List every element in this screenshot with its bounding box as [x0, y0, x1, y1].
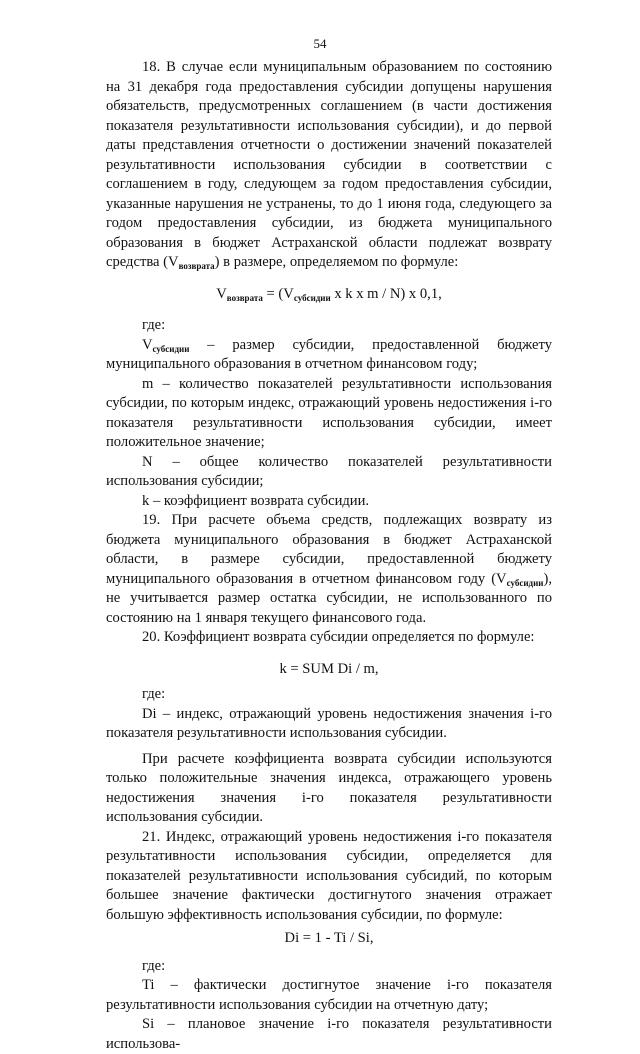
where-label-2: где:	[142, 686, 166, 702]
paragraph-18-subscript: возврата	[178, 261, 215, 271]
definition-ti: Ti – фактически достигнутое значение i-го показателя результативности использования субсидии на отчетную дату;	[106, 977, 552, 1013]
paragraph-19-lead: 19. При расчете объема средств, подлежащих возврату из бюджета муниципального образования в бюджет Астраханской области, в размере субсидии, предоставленной бюджету муниципального образования в отчетном финансовом году (V	[106, 512, 552, 587]
formula-coefficient: k = SUM Di / m,	[279, 660, 379, 677]
formula-refund-sub1: возврата	[226, 292, 263, 303]
paragraph-19-subscript: субсидии	[506, 577, 544, 588]
formula-index: Di = 1 - Ti / Si,	[284, 930, 374, 946]
definition-di: Di – индекс, отражающий уровень недостижения значения i-го показателя результативности использования субсидии.	[106, 705, 552, 741]
formula-refund-v: V	[216, 285, 227, 302]
page-number: 54	[313, 36, 327, 51]
paragraph-19-tail: ), не учитывается размер остатка субсидии, не использованного по состоянию на 1 января текущего финансового года.	[106, 570, 552, 626]
paragraph-18-lead: 18. В случае если муниципальным образованием по состоянию на 31 декабря года предоставления субсидии допущены нарушения обязательств, предусмотренных соглашением (в части достижения показателя результативности использования субсидии), и до первой даты представления отчетности о достижении значений показателей результативности использования субсидии в соответствии с соглашением в году, следующем за годом предоставления субсидии, указанные нарушения не устранены, то до 1 июня года, следующего за годом предоставления субсидии, из бюджета муниципального образования в бюджет Астраханской области подлежат возврату средства (V	[106, 59, 552, 270]
paragraph-19	[106, 511, 552, 628]
definition-si: Si – плановое значение i-го показателя результативности использова-	[106, 1016, 552, 1052]
where-label-1: где:	[142, 317, 166, 333]
definition-m: m – количество показателей результативности использования субсидии, по которым индекс, отражающий уровень недостижения i-го показателя результативности использования субсидии, имеет положительное значение;	[106, 375, 552, 450]
definition-v-symbol: V	[142, 336, 153, 353]
paragraph-18-tail: ) в размере, определяемом по формуле:	[214, 254, 459, 270]
formula-refund-tail: x k x m / N) x 0,1,	[330, 285, 442, 302]
formula-refund	[106, 285, 552, 305]
paragraph-20: 20. Коэффициент возврата субсидии определяется по формуле:	[142, 629, 535, 645]
where-label-3: где:	[142, 957, 166, 974]
formula-refund-mid: = (V	[262, 285, 294, 302]
definition-v-text: – размер субсидии, предоставленной бюджету муниципального образования в отчетном финансовом году;	[106, 336, 552, 372]
definition-n: N – общее количество показателей результативности использования субсидии;	[106, 453, 552, 489]
paragraph-18	[106, 58, 552, 273]
paragraph-21: 21. Индекс, отражающий уровень недостижения i-го показателя результативности использования субсидии, определяется для показателей результативности использования субсидий, по которым большее значение фактически достигнутого значения отражает большую эффективность использования субсидии, по формуле:	[106, 828, 552, 923]
formula-refund-sub2: субсидии	[293, 292, 331, 303]
definition-k: k – коэффициент возврата субсидии.	[142, 492, 370, 509]
definition-v-subsidy	[106, 336, 552, 375]
paragraph-20-note: При расчете коэффициента возврата субсидии используются только положительные значения индекса, отражающего уровень недостижения значения i-го показателя результативности использования субсидии.	[106, 750, 552, 825]
definition-v-subscript: субсидии	[152, 343, 190, 354]
